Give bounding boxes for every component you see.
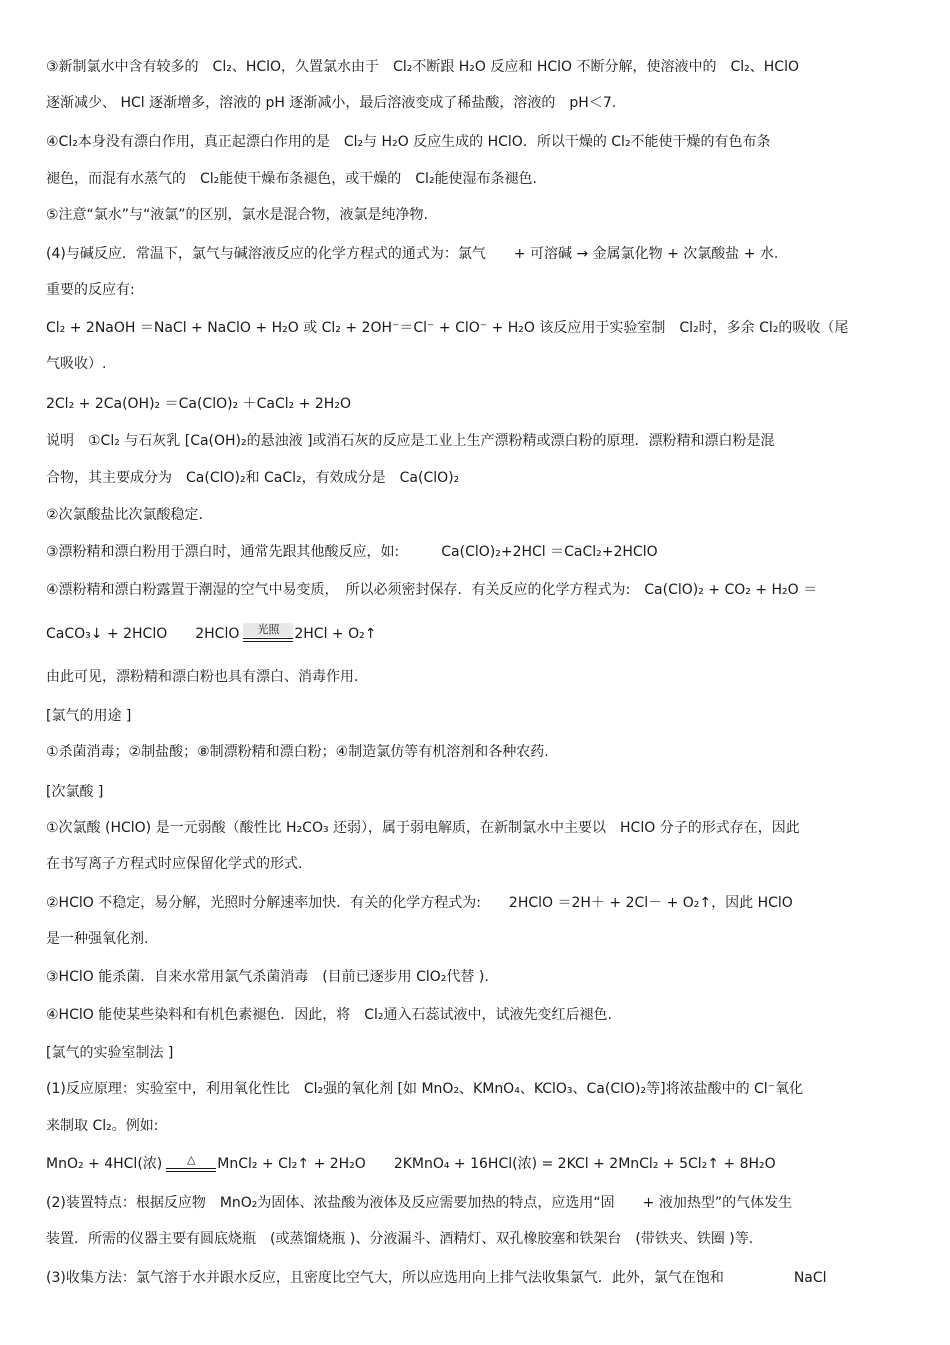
section-heading: [氯气的用途 ] — [46, 708, 132, 724]
text-line: ④漂粉精和漂白粉露置于潮湿的空气中易变质， 所以必须密封保存．有关反应的化学方程式为: Ca(ClO)₂ + CO₂ + H₂O ＝ — [46, 582, 818, 598]
text-line: 由此可见，漂粉精和漂白粉也具有漂白、消毒作用. — [46, 669, 359, 685]
condition-label: 光照 — [243, 623, 293, 637]
text-line: (1)反应原理：实验室中，利用氧化性比 Cl₂强的氧化剂 [如 MnO₂、KMnO₄、KClO₃、Ca(ClO)₂等]将浓盐酸中的 Cl⁻氧化 — [46, 1081, 804, 1097]
reaction-arrow — [243, 623, 293, 645]
section-heading: [次氯酸 ] — [46, 784, 104, 800]
text-line: ②HClO 不稳定，易分解，光照时分解速率加快．有关的化学方程式为: 2HClO ＝2H＋ + 2Cl－ + O₂↑，因此 HClO — [46, 895, 793, 911]
text-line: 装置．所需的仪器主要有圆底烧瓶 (或蒸馏烧瓶 )、分液漏斗、酒精灯、双孔橡胶塞和铁架台 (带铁夹、铁圈 )等. — [46, 1231, 754, 1247]
text-line: 2Cl₂ + 2Ca(OH)₂ ＝Ca(ClO)₂ ＋CaCl₂ + 2H₂O — [46, 396, 351, 412]
text-line: 重要的反应有: — [46, 282, 135, 298]
equation-heat — [46, 1153, 908, 1173]
text-line: ②次氯酸盐比次氯酸稳定. — [46, 507, 204, 523]
text-line: ⑤注意“氯水”与“液氯”的区别，氯水是混合物，液氯是纯净物. — [46, 207, 429, 223]
text-line: 合物，其主要成分为 Ca(ClO)₂和 CaCl₂，有效成分是 Ca(ClO)₂ — [46, 470, 460, 486]
equation-left: MnO₂ + 4HCl(浓) — [46, 1156, 163, 1172]
equation-right: 2HCl + O₂↑ — [294, 626, 377, 642]
text-line: ③HClO 能杀菌．自来水常用氯气杀菌消毒 (目前已逐步用 ClO₂代替 ). — [46, 969, 489, 985]
text-line: 说明 ①Cl₂ 与石灰乳 [Ca(OH)₂的悬浊液 ]或消石灰的反应是工业上生产漂粉精或漂白粉的原理．漂粉精和漂白粉是混 — [46, 433, 775, 449]
text-line: Cl₂ + 2NaOH ＝NaCl + NaClO + H₂O 或 Cl₂ + 2OH⁻＝Cl⁻ + ClO⁻ + H₂O 该反应用于实验室制 Cl₂时，多余 Cl₂的吸收（尾 — [46, 320, 849, 336]
text-line: 来制取 Cl₂。例如: — [46, 1118, 159, 1134]
text-line: 气吸收）. — [46, 356, 107, 372]
text-line: ④Cl₂本身没有漂白作用，真正起漂白作用的是 Cl₂与 H₂O 反应生成的 HClO．所以干燥的 Cl₂不能使干燥的有色布条 — [46, 134, 771, 150]
text-line: (2)装置特点：根据反应物 MnO₂为固体、浓盐酸为液体及反应需要加热的特点，应选用“固 + 液加热型”的气体发生 — [46, 1195, 793, 1211]
text-line: ①杀菌消毒；②制盐酸；⑧制漂粉精和漂白粉；④制造氯仿等有机溶剂和各种农药. — [46, 744, 549, 760]
text-line: ④HClO 能使某些染料和有机色素褪色．因此，将 Cl₂通入石蕊试液中，试液先变红后褪色. — [46, 1007, 612, 1023]
condition-label: △ — [187, 1153, 196, 1166]
section-heading: [氯气的实验室制法 ] — [46, 1045, 174, 1061]
text-line: (3)收集方法：氯气溶于水并跟水反应，且密度比空气大，所以应选用向上排气法收集氯气．此外，氯气在饱和 NaCl — [46, 1270, 827, 1286]
equation-light — [46, 623, 908, 643]
text-line: (4)与碱反应．常温下，氯气与碱溶液反应的化学方程式的通式为：氯气 + 可溶碱 → 金属氯化物 + 次氯酸盐 + 水. — [46, 246, 779, 262]
text-line: ③漂粉精和漂白粉用于漂白时，通常先跟其他酸反应，如: Ca(ClO)₂+2HCl ＝CaCl₂+2HClO — [46, 544, 658, 560]
text-line: ③新制氯水中含有较多的 Cl₂、HClO，久置氯水由于 Cl₂不断跟 H₂O 反应和 HClO 不断分解，使溶液中的 Cl₂、HClO — [46, 59, 799, 75]
equation-right: MnCl₂ + Cl₂↑ + 2H₂O 2KMnO₄ + 16HCl(浓) = 2KCl + 2MnCl₂ + 5Cl₂↑ + 8H₂O — [217, 1156, 776, 1172]
text-line: 褪色，而混有水蒸气的 Cl₂能使干燥布条褪色，或干燥的 Cl₂能使湿布条褪色. — [46, 171, 538, 187]
text-line: 是一种强氧化剂. — [46, 931, 149, 947]
text-line: 在书写离子方程式时应保留化学式的形式. — [46, 856, 303, 872]
text-line: ①次氯酸 (HClO) 是一元弱酸（酸性比 H₂CO₃ 还弱），属于弱电解质，在新制氯水中主要以 HClO 分子的形式存在，因此 — [46, 820, 800, 836]
reaction-arrow — [166, 1153, 216, 1175]
equation-left: CaCO₃↓ + 2HClO 2HClO — [46, 626, 240, 642]
text-line: 逐渐减少、 HCl 逐渐增多，溶液的 pH 逐渐减小，最后溶液变成了稀盐酸，溶液的 pH＜7. — [46, 95, 617, 111]
